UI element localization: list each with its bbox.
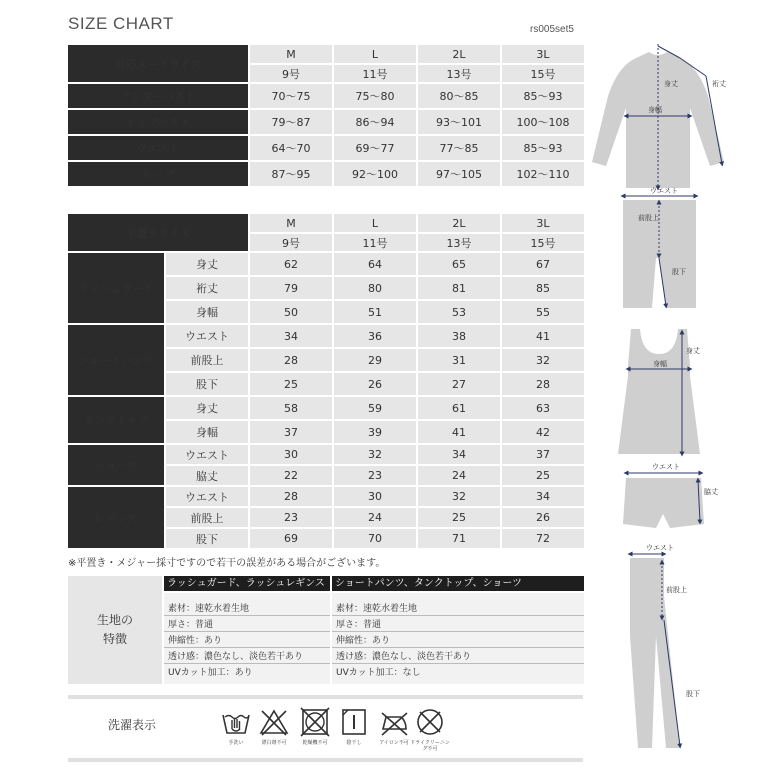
table-cell: 92～100 [334,162,416,186]
measurement-note: ※平置き・メジャー採寸ですので若干の誤差がある場合がございます。 [68,558,386,569]
divider [68,695,583,699]
measure-label: 股下 [166,529,248,548]
table-cell: 24 [418,466,500,485]
diagram-label: 身丈 [664,80,678,88]
washing-label: 洗濯表示 [108,718,157,732]
table-cell: 25 [250,373,332,395]
table-cell: 27 [418,373,500,395]
diagram-label: 身幅 [648,106,662,114]
table-cell: 58 [250,397,332,419]
row-label: ウエスト [68,136,248,160]
measure-label: 身幅 [166,421,248,443]
drip-dry-shade-icon [339,707,369,737]
row-label: トップバスト [68,110,248,134]
table-cell: 30 [250,445,332,464]
table-cell: 25 [418,508,500,527]
table-cell: 23 [334,466,416,485]
table-cell: 61 [418,397,500,419]
diagram-label: ウエスト [652,463,680,471]
nude-size-table [66,43,586,188]
group-label-rashguard: ラッシュガード [68,253,164,323]
diagram-label: ウエスト [646,544,674,552]
table-cell: 34 [502,487,584,506]
shortpants-diagram [623,187,696,308]
table-cell: 34 [418,445,500,464]
fabric-column-body [164,593,330,684]
table-cell: 41 [502,325,584,347]
fabric-line: UVカット加工：あり [168,668,253,678]
table-cell: 59 [334,397,416,419]
table-cell: 29 [334,349,416,371]
table-cell: 97～105 [418,162,500,186]
diagram-label: ウエスト [650,187,678,195]
table-cell: 67 [502,253,584,275]
size-number: 13号 [418,234,500,251]
fabric-column-header: ショートパンツ、タンクトップ、ショーツ [332,576,584,591]
garment-diagrams [586,36,746,768]
measure-label: 脇丈 [166,466,248,485]
measure-label: ウエスト [166,445,248,464]
diagram-label: 股下 [686,690,700,698]
fabric-label-line2: 特徴 [102,632,127,646]
table-cell: 77～85 [418,136,500,160]
table-cell: 24 [334,508,416,527]
table-cell: 32 [502,349,584,371]
table-cell: 85～93 [502,136,584,160]
table-cell: 62 [250,253,332,275]
measure-label: 股下 [166,373,248,395]
shorts-diagram [623,463,718,528]
size-number: 15号 [502,234,584,251]
fabric-line: 透け感：濃色なし、淡色若干あり [336,652,472,662]
nude-table-header: 対応ヌードサイズ [68,45,248,82]
measure-label: 身丈 [166,397,248,419]
wash-caption: 陰干し [346,740,362,746]
size-number: 9号 [250,65,332,82]
table-cell: 79～87 [250,110,332,134]
group-label-shorts: ショーツ [68,445,164,485]
wash-caption: 手洗い [228,740,244,746]
measure-label: 前股上 [166,349,248,371]
size-letter: L [334,45,416,63]
diagram-label: 股下 [672,268,686,276]
table-cell: 37 [502,445,584,464]
size-letter: M [250,214,332,232]
rashguard-diagram [592,44,726,188]
table-cell: 65 [418,253,500,275]
table-cell: 70～75 [250,84,332,108]
table-cell: 31 [418,349,500,371]
diagram-label: 前股上 [666,586,687,594]
fabric-line: 素材：速乾水着生地 [168,604,250,614]
hand-wash-icon [221,707,251,737]
table-cell: 30 [334,487,416,506]
fabric-label [68,576,162,684]
wash-caption: 乾燥機不可 [302,740,328,746]
size-number: 11号 [334,65,416,82]
wash-caption: ドライクリーニング不可 [410,740,450,752]
diagram-label: 身丈 [686,347,700,355]
no-iron-icon [379,707,409,737]
table-cell: 42 [502,421,584,443]
table-cell: 41 [418,421,500,443]
size-number: 11号 [334,234,416,251]
size-number: 15号 [502,65,584,82]
size-letter: 2L [418,214,500,232]
table-cell: 64 [334,253,416,275]
table-cell: 64～70 [250,136,332,160]
table-cell: 53 [418,301,500,323]
table-cell: 69～77 [334,136,416,160]
table-cell: 32 [418,487,500,506]
table-cell: 85～93 [502,84,584,108]
table-cell: 26 [502,508,584,527]
size-letter: L [334,214,416,232]
table-cell: 28 [502,373,584,395]
row-label: ヒップ [68,162,248,186]
table-cell: 80～85 [418,84,500,108]
fabric-line: 透け感：濃色なし、淡色若干あり [168,652,304,662]
fabric-column-header: ラッシュガード、ラッシュレギンス [164,576,330,591]
table-cell: 34 [250,325,332,347]
size-letter: 3L [502,214,584,232]
wash-caption: 漂白剤不可 [261,740,287,746]
fabric-line: UVカット加工：なし [336,668,421,678]
diagram-label: 裄丈 [712,80,726,88]
table-cell: 86～94 [334,110,416,134]
fabric-column-body [332,593,584,684]
measure-label: 前股上 [166,508,248,527]
tanktop-diagram [618,329,700,454]
diagram-label: 前股上 [638,214,659,222]
table-cell: 28 [250,487,332,506]
table-cell: 50 [250,301,332,323]
table-cell: 22 [250,466,332,485]
measure-label: 裄丈 [166,277,248,299]
table-cell: 37 [250,421,332,443]
diagram-label: 脇丈 [704,488,718,496]
measure-label: 身丈 [166,253,248,275]
flat-size-table [66,212,586,550]
table-cell: 69 [250,529,332,548]
group-label-leggings: レギンス [68,487,164,548]
wash-caption: アイロン不可 [379,740,409,746]
size-letter: 3L [502,45,584,63]
no-chlorine-bleach-icon [259,707,289,737]
table-cell: 72 [502,529,584,548]
fabric-line: 厚さ：普通 [168,620,214,630]
table-cell: 32 [334,445,416,464]
table-cell: 39 [334,421,416,443]
table-cell: 70 [334,529,416,548]
table-cell: 55 [502,301,584,323]
leggings-diagram [630,544,700,748]
table-cell: 26 [334,373,416,395]
table-cell: 38 [418,325,500,347]
table-cell: 102～110 [502,162,584,186]
measure-label: 身幅 [166,301,248,323]
size-number: 9号 [250,234,332,251]
diagram-label: 身幅 [653,360,667,368]
table-cell: 80 [334,277,416,299]
table-cell: 23 [250,508,332,527]
table-cell: 93～101 [418,110,500,134]
measure-label: ウエスト [166,487,248,506]
table-cell: 25 [502,466,584,485]
fabric-label-line1: 生地の [96,613,133,627]
divider [68,758,583,762]
table-cell: 51 [334,301,416,323]
page-title: SIZE CHART [68,14,174,33]
fabric-line: 伸縮性：あり [336,636,391,646]
table-cell: 63 [502,397,584,419]
size-letter: M [250,45,332,63]
group-label-tanktop: タンクトップ [68,397,164,443]
size-letter: 2L [418,45,500,63]
table-cell: 36 [334,325,416,347]
table-cell: 81 [418,277,500,299]
fabric-line: 伸縮性：あり [168,636,223,646]
table-cell: 100～108 [502,110,584,134]
no-tumble-dry-icon [300,707,330,737]
fabric-line: 厚さ：普通 [336,620,382,630]
flat-table-header: 平置きサイズ [68,214,248,251]
table-cell: 87～95 [250,162,332,186]
product-code: rs005set5 [530,24,574,35]
table-cell: 75～80 [334,84,416,108]
size-number: 13号 [418,65,500,82]
fabric-line: 素材：速乾水着生地 [336,604,418,614]
measure-label: ウエスト [166,325,248,347]
group-label-shortpants: ショートパンツ [68,325,164,395]
table-cell: 85 [502,277,584,299]
table-cell: 28 [250,349,332,371]
table-cell: 71 [418,529,500,548]
table-cell: 79 [250,277,332,299]
no-dry-clean-icon [415,707,445,737]
row-label: アンダーバスト [68,84,248,108]
